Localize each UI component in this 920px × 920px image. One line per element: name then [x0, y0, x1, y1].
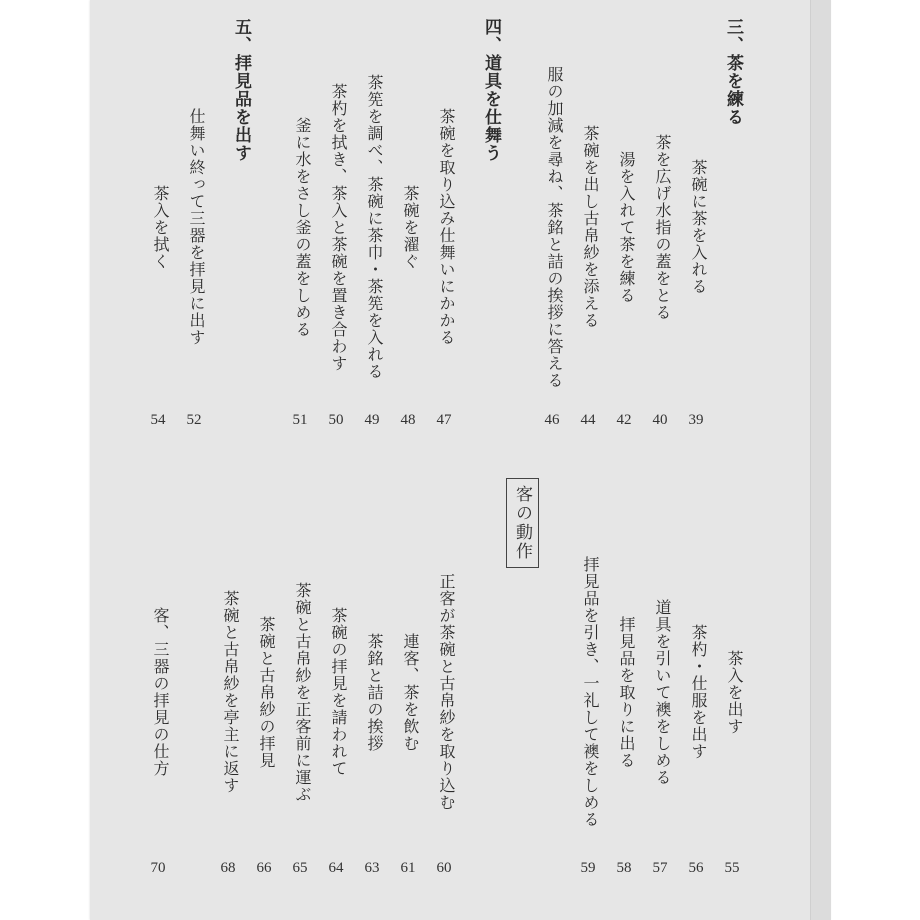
toc-entry-title: 正客が茶碗と古帛紗を取り込む — [437, 573, 456, 811]
toc-entry-title: 拝見品を取りに出る — [617, 615, 636, 769]
page-number: 52 — [186, 412, 202, 428]
toc-entry-title: 茶碗と古帛紗を正客前に運ぶ — [293, 581, 312, 803]
page-number: 58 — [616, 860, 632, 876]
toc-entry[interactable] — [580, 530, 598, 854]
toc-entry-title: 拝見品を引き、一礼して襖をしめる — [581, 556, 600, 828]
toc-entry[interactable] — [652, 48, 670, 406]
toc-entry[interactable] — [436, 530, 454, 854]
page-number: 44 — [580, 412, 596, 428]
toc-entry[interactable] — [150, 48, 168, 406]
page-number: 70 — [150, 860, 166, 876]
toc-entry-title: 茶入を出す — [725, 649, 744, 735]
page-number: 51 — [292, 412, 308, 428]
toc-entry-title: 茶銘と詰の挨拶 — [365, 632, 384, 752]
page-number: 49 — [364, 412, 380, 428]
page-number: 56 — [688, 860, 704, 876]
page-number: 39 — [688, 412, 704, 428]
page-number: 66 — [256, 860, 272, 876]
toc-entry-title: 茶碗に茶を入れる — [689, 159, 708, 295]
toc-entry[interactable] — [400, 530, 418, 854]
toc-entry[interactable] — [616, 530, 634, 854]
toc-entry[interactable] — [364, 530, 382, 854]
toc-entry[interactable] — [328, 530, 346, 854]
toc-entry-title: 客、三器の拝見の仕方 — [151, 607, 170, 777]
page-number: 40 — [652, 412, 668, 428]
toc-entry-title: 茶杓・仕服を出す — [689, 624, 708, 760]
page-number: 42 — [616, 412, 632, 428]
toc-entry[interactable] — [400, 48, 418, 406]
section-heading-4: 四、道具を仕舞う — [481, 18, 501, 162]
toc-entry-title: 道具を引いて襖をしめる — [653, 598, 672, 786]
facing-page-edge — [810, 0, 831, 920]
toc-entry-title: 茶杓を拭き、茶入と茶碗を置き合わす — [329, 82, 348, 372]
page-number: 63 — [364, 860, 380, 876]
page-number: 59 — [580, 860, 596, 876]
toc-entry[interactable] — [328, 48, 346, 406]
toc-entry-title: 茶碗を出し古帛紗を添える — [581, 125, 600, 329]
page-number: 55 — [724, 860, 740, 876]
toc-entry[interactable] — [724, 530, 742, 854]
toc-entry-title: 茶筅を調べ、茶碗に茶巾・茶筅を入れる — [365, 74, 384, 380]
page-number: 57 — [652, 860, 668, 876]
toc-entry[interactable] — [220, 530, 238, 854]
toc-entry[interactable] — [292, 530, 310, 854]
toc-entry[interactable] — [652, 530, 670, 854]
toc-entry-title: 服の加減を尋ね、茶銘と詰の挨拶に答える — [545, 65, 564, 389]
page-number: 48 — [400, 412, 416, 428]
page-number: 65 — [292, 860, 308, 876]
toc-entry-title: 茶碗の拝見を請われて — [329, 607, 348, 777]
toc-entry-title: 湯を入れて茶を練る — [617, 150, 636, 304]
toc-entry[interactable] — [688, 48, 706, 406]
toc-entry-title: 茶碗と古帛紗の拝見 — [257, 615, 276, 769]
toc-entry-title: 茶入を拭く — [151, 184, 170, 270]
toc-entry[interactable] — [364, 48, 382, 406]
page-number: 60 — [436, 860, 452, 876]
toc-entry[interactable] — [580, 48, 598, 406]
toc-entry[interactable] — [688, 530, 706, 854]
page-number: 64 — [328, 860, 344, 876]
page-number: 61 — [400, 860, 416, 876]
toc-entry-title: 茶碗と古帛紗を亭主に返す — [221, 590, 240, 794]
toc-entry[interactable] — [616, 48, 634, 406]
toc-entry[interactable] — [186, 48, 204, 406]
toc-entry[interactable] — [436, 48, 454, 406]
toc-entry-title: 仕舞い終って三器を拝見に出す — [187, 108, 206, 346]
toc-entry-title: 釜に水をさし釜の蓋をしめる — [293, 116, 312, 338]
toc-entry[interactable] — [544, 48, 562, 406]
page-number: 50 — [328, 412, 344, 428]
page-number: 68 — [220, 860, 236, 876]
section-heading-5: 五、拝見品を出す — [231, 18, 251, 162]
page-number: 54 — [150, 412, 166, 428]
toc-entry-title: 茶碗を取り込み仕舞いにかかる — [437, 108, 456, 346]
section-heading-3: 三、茶を練る — [723, 18, 743, 126]
toc-entry[interactable] — [256, 530, 274, 854]
page-number: 46 — [544, 412, 560, 428]
toc-entry-title: 連客、茶を飲む — [401, 632, 420, 752]
guest-actions-heading: 客の動作 — [506, 478, 539, 568]
toc-entry[interactable] — [292, 48, 310, 406]
toc-entry[interactable] — [150, 530, 168, 854]
page-number: 47 — [436, 412, 452, 428]
toc-entry-title: 茶碗を濯ぐ — [401, 184, 420, 270]
toc-entry-title: 茶を広げ水指の蓋をとる — [653, 133, 672, 321]
